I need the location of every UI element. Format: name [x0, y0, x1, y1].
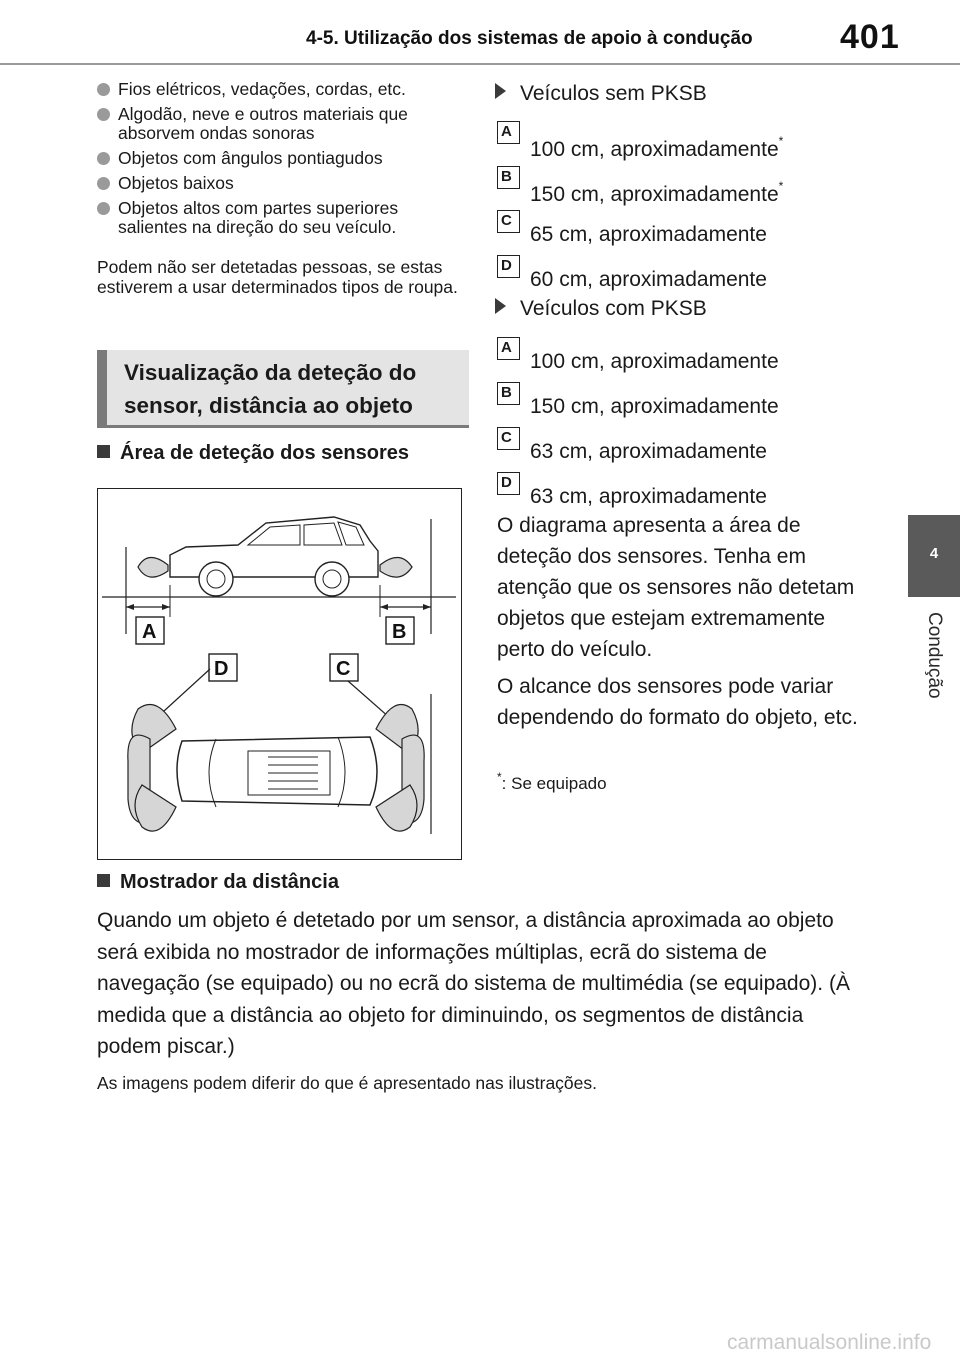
bullet-dot-icon	[97, 177, 110, 190]
people-note: Podem não ser detetadas pessoas, se estas estiverem a usar determinados tipos de roupa.	[97, 257, 458, 297]
label-b: B	[392, 621, 407, 643]
sensor-area-diagram	[97, 488, 462, 860]
footnote-mark: *	[778, 179, 784, 193]
list-item: Fios elétricos, vedações, cordas, etc.	[97, 80, 467, 99]
rear-detection-lobe	[380, 557, 412, 577]
header-divider	[0, 63, 960, 65]
bullet-dot-icon	[97, 152, 110, 165]
label-box: D	[497, 472, 520, 495]
chapter-label: Condução	[924, 612, 945, 699]
group-without-pksb: Veículos sem PKSB	[495, 82, 707, 106]
front-corner-lobe-bottom	[135, 785, 176, 831]
list-item: Objetos com ângulos pontiagudos	[97, 149, 467, 168]
label-box: C	[497, 427, 520, 450]
label-box: D	[497, 255, 520, 278]
group-with-pksb: Veículos com PKSB	[495, 297, 707, 321]
label-box: A	[497, 121, 520, 144]
rear-wheel-icon	[315, 562, 349, 596]
section-heading: Visualização da deteção do sensor, distância ao objeto	[124, 360, 417, 418]
diagram-illustration	[98, 489, 460, 858]
page-number: 401	[840, 18, 900, 56]
footnote-text: : Se equipado	[501, 774, 607, 793]
label-d: D	[214, 658, 229, 680]
bullet-dot-icon	[97, 108, 110, 121]
bullet-dot-icon	[97, 83, 110, 96]
label-box: C	[497, 210, 520, 233]
range-paragraph: O alcance dos sensores pode variar dependendo do formato do objeto, etc.	[497, 675, 858, 729]
measurement-text: 65 cm, aproximadamente	[530, 223, 767, 246]
bullet-dot-icon	[97, 202, 110, 215]
label-box: A	[497, 337, 520, 360]
rear-corner-lobe-bottom	[376, 785, 417, 831]
chapter-number: 4	[929, 545, 939, 562]
triangle-bullet-icon	[495, 298, 506, 314]
measurement-text: 100 cm, aproximadamente	[530, 138, 779, 161]
square-bullet-icon	[97, 874, 110, 887]
distance-paragraph: Quando um objeto é detetado por um sensor, a distância aproximada ao objeto será exibida no mostrador de informações múltiplas, ecrã do sistema de navegação (se equipado) ou no ecrã do sistema de multimédia (se equipado). (À medida que a distância ao objeto for diminuindo, os segmentos de distância podem piscar.)	[97, 909, 850, 1058]
section-title: 4-5. Utilização dos sistemas de apoio à condução	[306, 28, 753, 49]
section-heading-box	[97, 350, 469, 428]
subheading-area: Área de deteção dos sensores	[97, 442, 409, 465]
label-a: A	[142, 621, 157, 643]
footnote-mark: *	[497, 770, 502, 784]
subheading-distance: Mostrador da distância	[97, 871, 339, 894]
side-view-car-icon	[170, 517, 378, 577]
measurement-text: 150 cm, aproximadamente	[530, 183, 779, 206]
bullet-list	[97, 80, 467, 243]
list-item: Objetos baixos	[97, 174, 467, 193]
triangle-bullet-icon	[495, 83, 506, 99]
measurement-text: 100 cm, aproximadamente	[530, 350, 779, 373]
square-bullet-icon	[97, 445, 110, 458]
list-item: Algodão, neve e outros materiais que absorvem ondas sonoras	[97, 105, 467, 143]
measurement-text: 63 cm, aproximadamente	[530, 440, 767, 463]
chapter-tab	[908, 515, 960, 597]
front-detection-lobe	[138, 557, 168, 577]
measurement-text: 150 cm, aproximadamente	[530, 395, 779, 418]
measurement-text: 60 cm, aproximadamente	[530, 268, 767, 291]
label-box: B	[497, 382, 520, 405]
footnote	[497, 770, 607, 794]
label-box: B	[497, 166, 520, 189]
list-item: Objetos altos com partes superiores salientes na direção do seu veículo.	[97, 199, 467, 237]
front-wheel-icon	[199, 562, 233, 596]
label-c: C	[336, 658, 351, 680]
page-header	[0, 0, 960, 70]
measurement-text: 63 cm, aproximadamente	[530, 485, 767, 508]
dimension-d-line	[164, 669, 210, 711]
images-note: As imagens podem diferir do que é apresentado nas ilustrações.	[97, 1073, 598, 1093]
watermark: carmanualsonline.info	[727, 1331, 932, 1354]
diagram-paragraph: O diagrama apresenta a área de deteção dos sensores. Tenha em atenção que os sensores não detetam objetos que estejam extremamente perto do veículo.	[497, 514, 855, 661]
footnote-mark: *	[778, 134, 784, 148]
